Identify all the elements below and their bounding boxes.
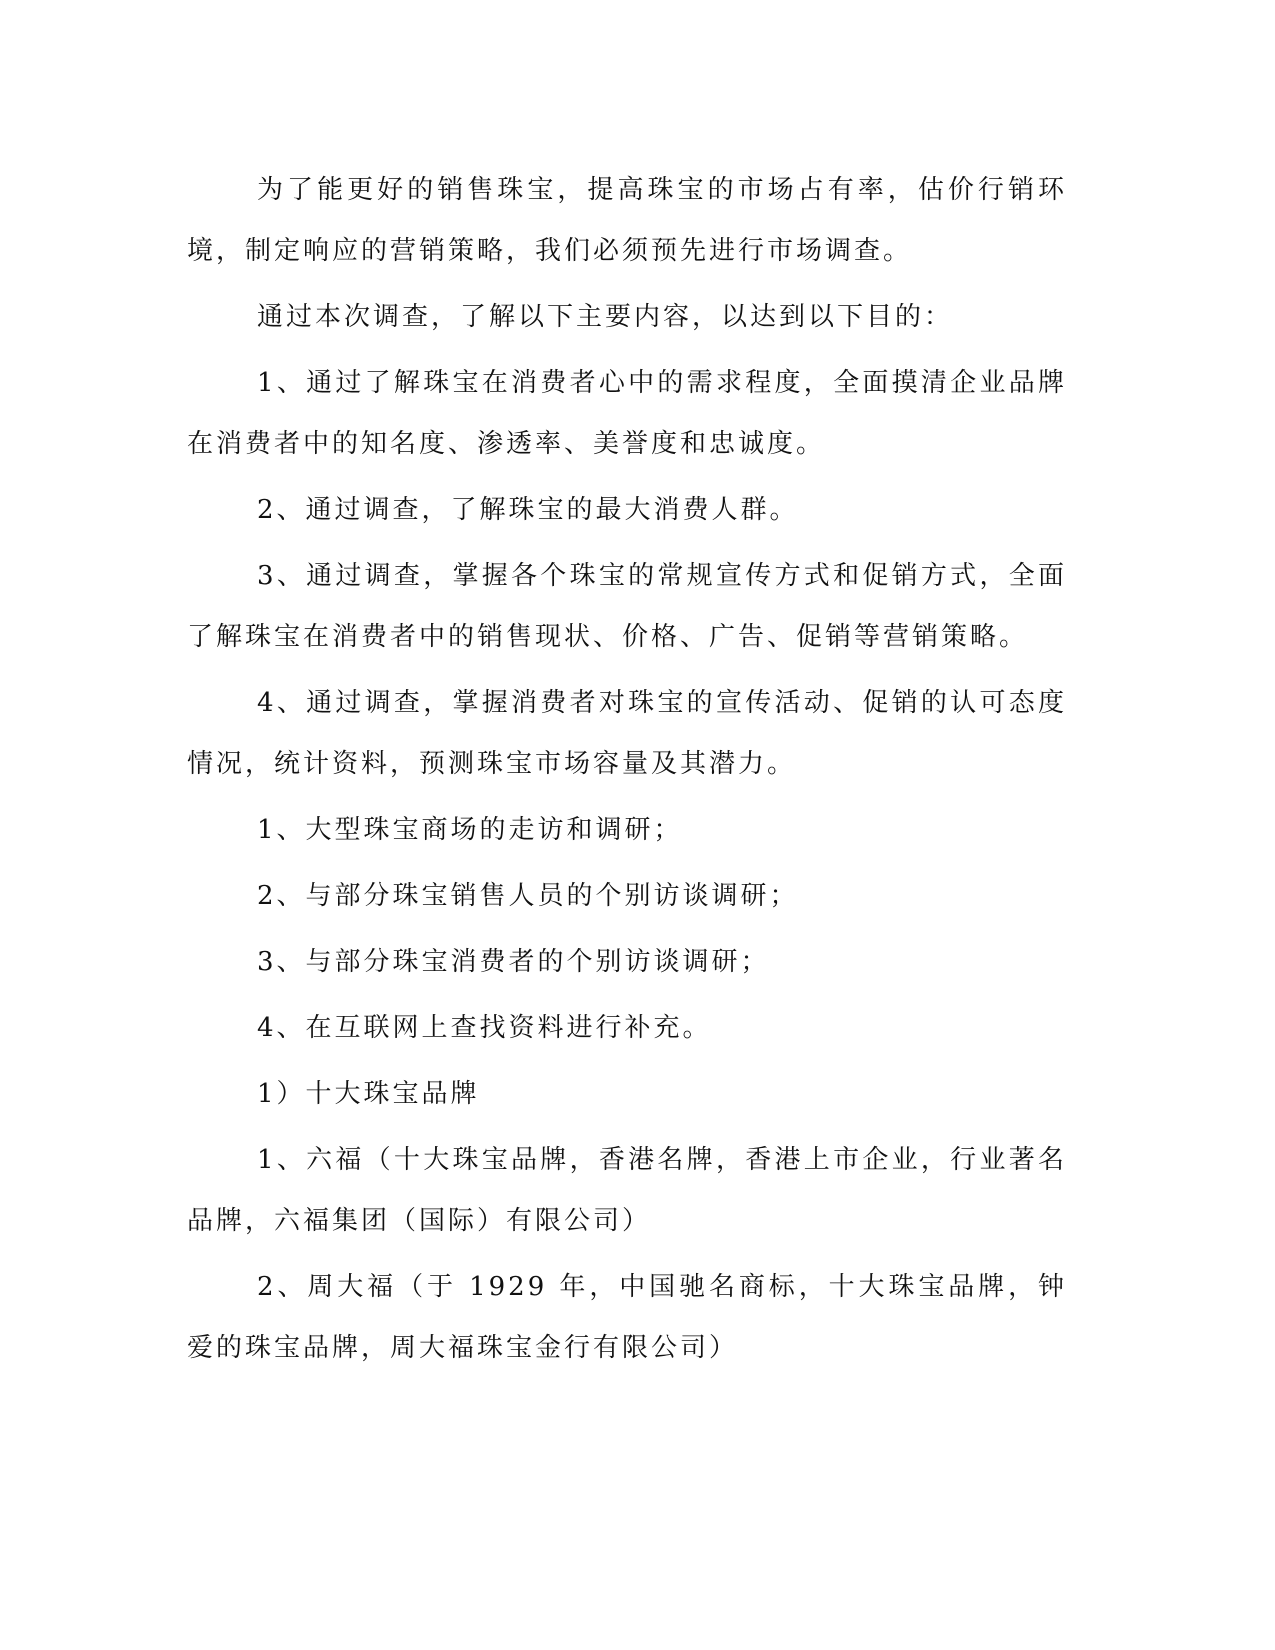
section-heading-top-brands: 1）十大珠宝品牌 bbox=[257, 1079, 480, 1109]
method-item-1: 1、大型珠宝商场的走访和调研； bbox=[257, 815, 683, 845]
intro-paragraph: 为了能更好的销售珠宝，提高珠宝的市场占有率，估价行销环境，制定响应的营销策略，我们必须预先进行市场调查。 bbox=[187, 175, 1067, 266]
objective-item-2: 2、通过调查，了解珠宝的最大消费人群。 bbox=[257, 495, 799, 525]
document-body bbox=[187, 160, 1067, 1384]
brand-item-1: 1、六福（十大珠宝品牌，香港名牌，香港上市企业，行业著名品牌，六福集团（国际）有限公司） bbox=[187, 1145, 1067, 1236]
method-item-2: 2、与部分珠宝销售人员的个别访谈调研； bbox=[257, 881, 799, 911]
brand-item-2: 2、周大福（于 1929 年，中国驰名商标，十大珠宝品牌，钟爱的珠宝品牌，周大福珠宝金行有限公司） bbox=[187, 1272, 1067, 1363]
objectives-intro-paragraph: 通过本次调查，了解以下主要内容，以达到以下目的： bbox=[257, 302, 954, 332]
method-item-4: 4、在互联网上查找资料进行补充。 bbox=[257, 1013, 712, 1043]
objective-item-4: 4、通过调查，掌握消费者对珠宝的宣传活动、促销的认可态度情况，统计资料，预测珠宝市场容量及其潜力。 bbox=[187, 688, 1067, 779]
objective-item-1: 1、通过了解珠宝在消费者心中的需求程度，全面摸清企业品牌在消费者中的知名度、渗透率、美誉度和忠诚度。 bbox=[187, 368, 1067, 459]
objective-item-3: 3、通过调查，掌握各个珠宝的常规宣传方式和促销方式，全面了解珠宝在消费者中的销售现状、价格、广告、促销等营销策略。 bbox=[187, 561, 1067, 652]
method-item-3: 3、与部分珠宝消费者的个别访谈调研； bbox=[257, 947, 770, 977]
